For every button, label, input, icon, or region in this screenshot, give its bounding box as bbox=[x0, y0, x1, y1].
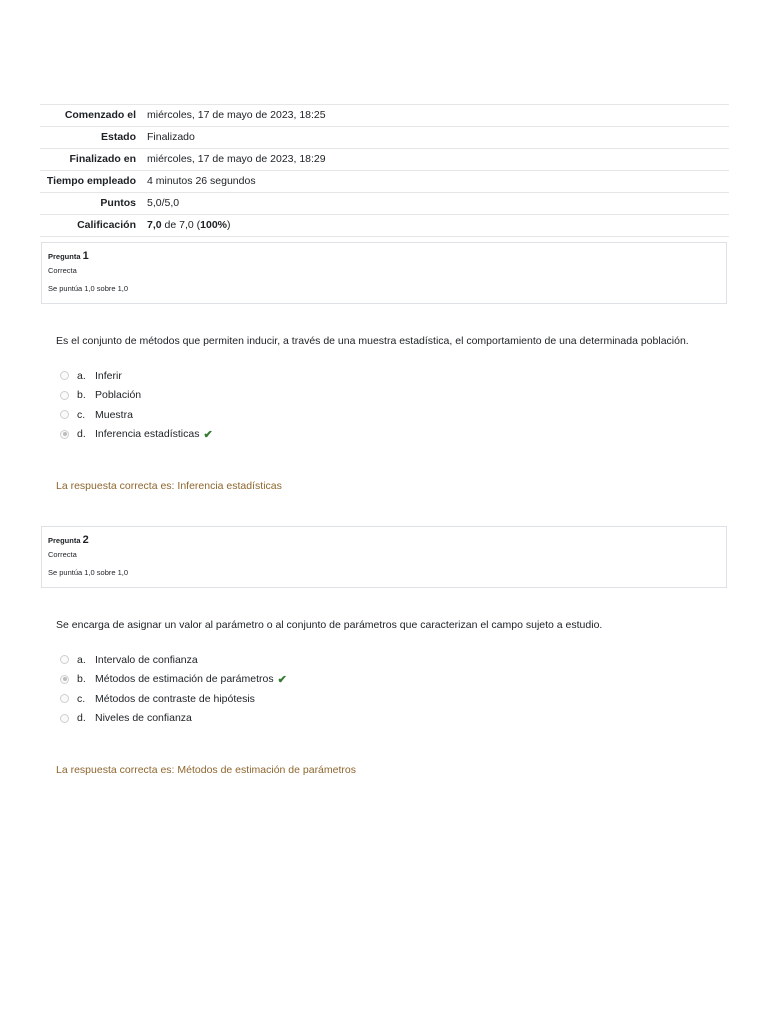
summary-value: 5,0/5,0 bbox=[147, 197, 180, 209]
summary-label: Calificación bbox=[77, 219, 136, 231]
option-text: Inferir bbox=[95, 369, 122, 382]
question-label: Pregunta bbox=[48, 252, 81, 261]
question-info-box bbox=[41, 242, 727, 304]
option-text: Intervalo de confianza bbox=[95, 653, 198, 666]
summary-label: Comenzado el bbox=[64, 109, 136, 121]
question-number bbox=[48, 249, 720, 264]
question-num: 2 bbox=[82, 534, 89, 546]
answer-option[interactable] bbox=[60, 366, 213, 386]
summary-value bbox=[141, 215, 729, 237]
correct-answer-feedback: La respuesta correcta es: Métodos de estimación de parámetros bbox=[56, 764, 356, 776]
option-letter: c. bbox=[77, 692, 86, 705]
summary-row-state bbox=[40, 127, 729, 149]
option-text: Métodos de estimación de parámetros bbox=[95, 673, 274, 686]
summary-row-started bbox=[40, 105, 729, 127]
question-grade: Se puntúa 1,0 sobre 1,0 bbox=[48, 568, 129, 577]
option-letter: b. bbox=[77, 673, 86, 686]
check-icon: ✔ bbox=[277, 673, 287, 686]
radio-button-checked[interactable] bbox=[60, 675, 69, 684]
answer-list bbox=[60, 366, 213, 444]
question-text: Es el conjunto de métodos que permiten inducir, a través de una muestra estadística, el comportamiento de una determinada población. bbox=[56, 335, 689, 347]
grade-percent: 100% bbox=[200, 219, 227, 231]
answer-option-selected[interactable] bbox=[60, 425, 213, 445]
answer-list bbox=[60, 650, 287, 728]
option-letter: a. bbox=[77, 369, 86, 382]
grade-max: de 7,0 ( bbox=[161, 219, 201, 231]
radio-button[interactable] bbox=[60, 391, 69, 400]
radio-button[interactable] bbox=[60, 410, 69, 419]
summary-label: Tiempo empleado bbox=[46, 175, 136, 187]
summary-value: 4 minutos 26 segundos bbox=[147, 175, 256, 187]
option-text: Niveles de confianza bbox=[95, 712, 192, 725]
summary-row-finished bbox=[40, 149, 729, 171]
question-text: Se encarga de asignar un valor al parámetro o al conjunto de parámetros que caracterizan el campo sujeto a estudio. bbox=[56, 619, 603, 631]
question-info-box bbox=[41, 526, 727, 588]
answer-option[interactable] bbox=[60, 405, 213, 425]
question-grade: Se puntúa 1,0 sobre 1,0 bbox=[48, 284, 129, 293]
check-icon: ✔ bbox=[203, 428, 213, 441]
grade-score: 7,0 bbox=[147, 219, 162, 231]
question-number bbox=[48, 533, 720, 548]
option-letter: a. bbox=[77, 653, 86, 666]
summary-row-points bbox=[40, 193, 729, 215]
question-label: Pregunta bbox=[48, 536, 81, 545]
option-text: Inferencia estadísticas bbox=[95, 428, 200, 441]
option-letter: d. bbox=[77, 712, 86, 725]
option-letter: c. bbox=[77, 408, 86, 421]
correct-answer-feedback: La respuesta correcta es: Inferencia estadísticas bbox=[56, 480, 282, 492]
radio-button[interactable] bbox=[60, 371, 69, 380]
radio-button[interactable] bbox=[60, 714, 69, 723]
question-num: 1 bbox=[82, 250, 89, 262]
summary-label: Puntos bbox=[100, 197, 136, 209]
answer-option[interactable] bbox=[60, 689, 287, 709]
option-text: Población bbox=[95, 389, 142, 402]
summary-row-time bbox=[40, 171, 729, 193]
grade-close: ) bbox=[227, 219, 231, 231]
answer-option[interactable] bbox=[60, 386, 213, 406]
attempt-summary-table bbox=[40, 104, 729, 237]
option-letter: d. bbox=[77, 428, 86, 441]
option-text: Métodos de contraste de hipótesis bbox=[95, 692, 255, 705]
radio-button[interactable] bbox=[60, 694, 69, 703]
question-state: Correcta bbox=[48, 266, 77, 275]
summary-label: Finalizado en bbox=[69, 153, 136, 165]
answer-option[interactable] bbox=[60, 650, 287, 670]
radio-button[interactable] bbox=[60, 655, 69, 664]
option-text: Muestra bbox=[95, 408, 133, 421]
summary-value: Finalizado bbox=[147, 131, 195, 143]
question-state: Correcta bbox=[48, 550, 77, 559]
answer-option[interactable] bbox=[60, 709, 287, 729]
summary-value: miércoles, 17 de mayo de 2023, 18:25 bbox=[147, 109, 326, 121]
summary-label: Estado bbox=[100, 131, 136, 143]
summary-value: miércoles, 17 de mayo de 2023, 18:29 bbox=[147, 153, 326, 165]
radio-button-checked[interactable] bbox=[60, 430, 69, 439]
summary-row-grade bbox=[40, 215, 729, 237]
option-letter: b. bbox=[77, 389, 86, 402]
answer-option-selected[interactable] bbox=[60, 670, 287, 690]
